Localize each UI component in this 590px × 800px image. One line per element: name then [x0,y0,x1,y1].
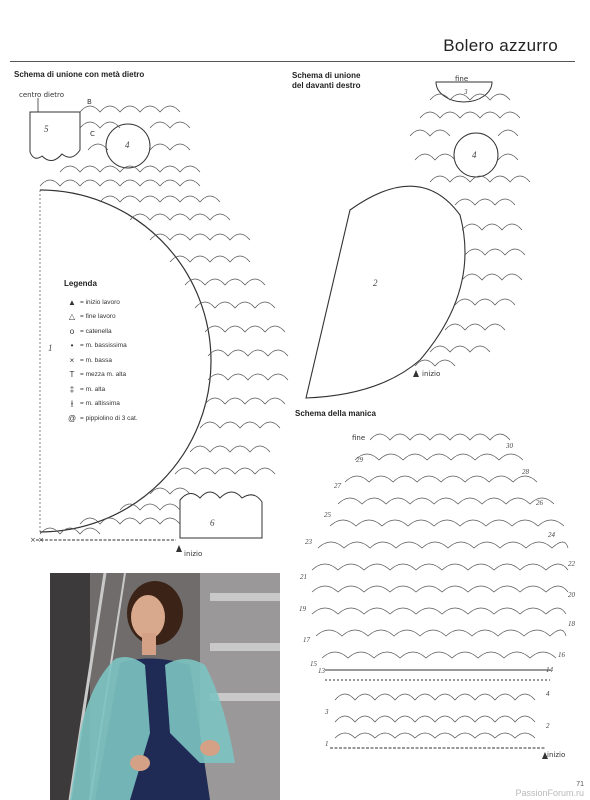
sleeve-schema-title: Schema della manica [295,409,376,418]
legend-item: • = m. bassissima [64,340,204,352]
row-number: 4 [546,690,550,698]
front-piece-2-label: 2 [373,278,378,288]
sleeve-inizio-label: inizio [547,751,566,759]
page-number: 71 [576,781,584,788]
row-number: 25 [324,511,331,519]
row-number: 13 [318,667,325,675]
legend-item: ⫲ = m. altissima [64,398,204,410]
row-number: 22 [568,560,575,568]
picot-icon: @ [67,413,77,423]
sleeve-fine-label: fine [352,434,366,442]
legend-item: × = m. bassa [64,354,204,366]
front-piece-4-label: 4 [472,150,477,160]
single-crochet-icon: × [69,355,75,365]
left-inizio-label: inizio [184,550,203,558]
watermark: PassionForum.ru [515,788,584,798]
legend-item: ‡ = m. alta [64,383,204,395]
half-double-icon: T [69,370,75,379]
front-schema-title: Schema di unione del davanti destro [292,71,361,90]
footer [515,781,584,798]
double-crochet-icon: ‡ [69,384,75,394]
slip-stitch-icon: • [70,341,74,350]
piece-4-label: 4 [125,140,130,150]
row-number: 17 [303,636,310,644]
row-number: 1 [325,740,329,748]
row-number: 2 [546,722,550,730]
legend-item: @ = pippiolino di 3 cat. [64,412,204,424]
piece-6-label: 6 [210,518,215,528]
legend-item: T = mezza m. alta [64,369,204,381]
row-number: 24 [548,531,555,539]
piece-5-label: 5 [44,124,49,134]
front-fine-label: fine [455,75,469,83]
front-piece-3-label: 3 [464,88,468,96]
row-number: 16 [558,651,565,659]
legend-item: o = catenella [64,325,204,337]
row-number: 29 [356,456,363,464]
row-number: 19 [299,605,306,613]
marker-b-label: B [87,98,92,106]
legend-item: ▲ = inizio lavoro [64,296,204,308]
triple-crochet-icon: ⫲ [70,398,74,408]
row-number: 27 [334,482,341,490]
row-number: 21 [300,573,307,581]
row-number: 18 [568,620,575,628]
page-title: Bolero azzurro [443,36,558,55]
start-arrow-icon: ▲ [68,297,76,307]
row-number: 14 [546,666,553,674]
legend-title: Legenda [64,279,97,288]
chain-icon: o [69,326,75,336]
legend-item: △ = fine lavoro [64,311,204,323]
row-number: 20 [568,591,575,599]
row-number: 23 [305,538,312,546]
row-number: 3 [325,708,329,716]
left-schema-title: Schema di unione con metà dietro [14,70,145,79]
model-photo [50,573,280,800]
end-arrow-icon: △ [68,312,76,321]
piece-1-label: 1 [48,343,53,353]
front-inizio-label: inizio [422,370,441,378]
row-number: 15 [310,660,317,668]
svg-text:× ×: × × [30,536,44,544]
row-number: 28 [522,468,529,476]
row-number: 30 [506,442,513,450]
centro-dietro-label: centro dietro [19,91,65,99]
marker-c-label: C [90,130,95,138]
row-number: 26 [536,499,543,507]
model-photo-illustration [50,573,280,800]
